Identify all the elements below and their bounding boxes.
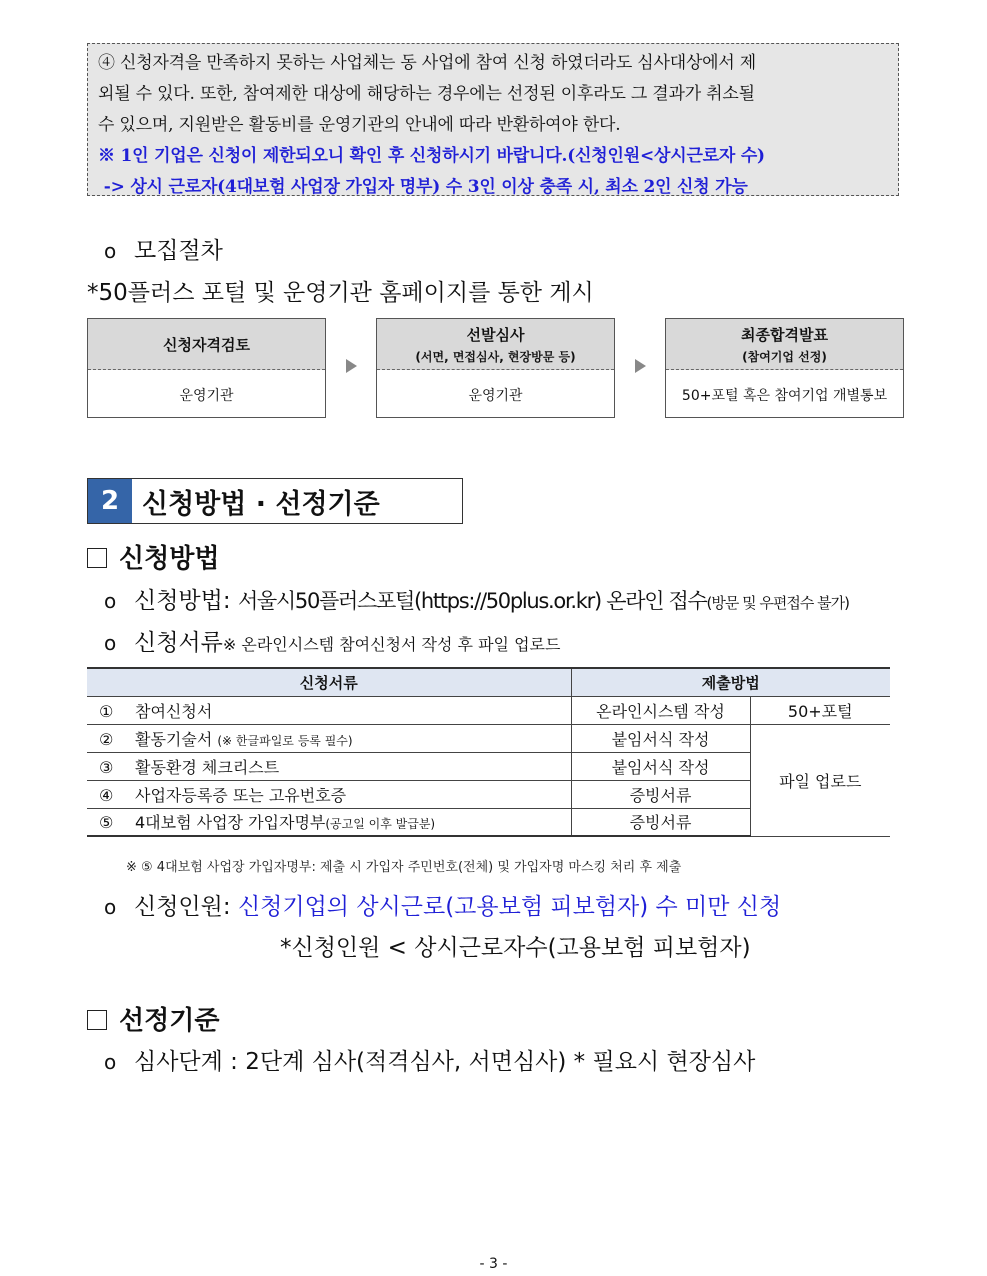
flow-step-head [88,319,325,370]
bullet-marker: o [104,895,117,919]
doc-upload: 파일 업로드 [750,724,890,836]
method-row [104,582,849,615]
doc-item [87,808,571,836]
flow-step-title: 최종합격발표 [741,325,828,344]
doc-portal: 50+포털 [750,696,890,724]
applicants-label: 신청인원: [134,894,231,920]
doc-name: 활동기술서 [135,729,213,749]
applicants-value: 신청기업의 상시근로(고용보험 피보험자) 수 미만 신청 [237,894,782,920]
table-row [87,724,890,752]
notice-warning-line: -> 상시 근로자(4대보험 사업장 가입자 명부) 수 3인 이상 충족 시, 최소 2인 신청 가능 [98,177,748,197]
recruit-heading: 모집절차 [134,238,223,264]
flow-step-title: 선발심사 [466,325,525,344]
doc-method: 온라인시스템 작성 [571,696,750,724]
flow-step-1 [87,318,326,418]
table-row [87,696,890,724]
square-bullet-icon [87,548,107,568]
flow-step-body: 운영기관 [179,387,234,404]
notice-line: ④ 신청자격을 만족하지 못하는 사업체는 동 사업에 참여 신청 하였더라도 심사대상에서 제 [98,53,757,73]
bullet-marker: o [104,239,117,263]
doc-note: (공고일 이후 발급분) [325,817,436,832]
doc-number: ⑤ [99,813,114,833]
doc-number: ④ [99,785,114,805]
flow-step-subtitle: (서면, 면접심사, 현장방문 등) [415,349,576,364]
doc-number: ③ [99,757,114,777]
notice-line: 외될 수 있다. 또한, 참여제한 대상에 해당하는 경우에는 선정된 이후라도 그 결과가 취소될 [98,84,755,104]
flow-step-3 [665,318,904,418]
notice-warning-line: ※ 1인 기업은 신청이 제한되오니 확인 후 신청하시기 바랍니다.(신청인원<상시근로자 수) [98,146,765,166]
section-number: 2 [88,479,132,523]
criteria-stage-row [104,1043,755,1076]
square-bullet-icon [87,1010,107,1030]
table-header-row [87,668,890,696]
doc-method: 증빙서류 [571,780,750,808]
table-footnote: ※ ⑤ 4대보험 사업장 가입자명부: 제출 시 가입자 주민번호(전체) 및 가입자명 마스킹 처리 후 제출 [126,860,682,875]
doc-note: (※ 한글파일로 등록 필수) [217,733,353,748]
doc-item [87,696,571,724]
flow-step-body: 50+포털 혹은 참여기업 개별통보 [681,387,888,404]
docs-row [104,624,560,657]
table-header: 신청서류 [87,668,571,696]
docs-note: ※ 온라인시스템 참여신청서 작성 후 파일 업로드 [222,635,561,654]
doc-method: 붙임서식 작성 [571,752,750,780]
criteria-heading-row [87,1000,219,1037]
arrow-right-icon [346,359,357,373]
method-note: (방문 및 우편접수 불가) [706,594,849,612]
notice-line: 수 있으며, 지원받은 활동비를 운영기관의 안내에 따라 반환하여야 한다. [98,115,621,135]
doc-number: ① [99,701,114,721]
docs-label: 신청서류 [134,630,223,656]
doc-method: 증빙서류 [571,808,750,836]
flow-step-2 [376,318,615,418]
criteria-heading: 선정기준 [119,1006,220,1036]
flow-step-head [377,319,614,370]
doc-method: 붙임서식 작성 [571,724,750,752]
method-heading-row [87,538,219,575]
arrow-right-icon [635,359,646,373]
page-number: - 3 - [479,1256,508,1272]
bullet-marker: o [104,589,117,613]
doc-item [87,780,571,808]
applicants-row [104,888,781,921]
flow-step-body: 운영기관 [468,387,523,404]
section-header [87,478,463,524]
method-heading: 신청방법 [119,544,220,574]
method-label: 신청방법: [134,588,231,614]
criteria-stage-text: 심사단계 : 2단계 심사(적격심사, 서면심사) * 필요시 현장심사 [134,1049,756,1075]
documents-table [87,667,890,837]
flow-step-head [666,319,903,370]
bullet-marker: o [104,631,117,655]
flow-step-title: 신청자격검토 [163,335,250,354]
doc-name: 4대보험 사업장 가입자명부 [135,813,326,833]
table-header: 제출방법 [571,668,890,696]
notice-box [87,43,899,196]
method-value: 서울시50플러스포털(https://50plus.or.kr) 온라인 접수 [237,589,707,613]
applicants-note: *신청인원 < 상시근로자수(고용보험 피보험자) [280,935,751,961]
doc-name: 활동환경 체크리스트 [135,757,280,777]
doc-number: ② [99,729,114,749]
doc-item [87,752,571,780]
recruit-note: *50플러스 포털 및 운영기관 홈페이지를 통한 게시 [87,280,594,306]
doc-item [87,724,571,752]
doc-name: 사업자등록증 또는 고유번호증 [135,785,347,805]
recruit-heading-row [104,232,223,265]
bullet-marker: o [104,1050,117,1074]
flow-step-subtitle: (참여기업 선정) [742,349,827,364]
section-title: 신청방법 · 선정기준 [142,488,380,520]
doc-name: 참여신청서 [135,701,213,721]
